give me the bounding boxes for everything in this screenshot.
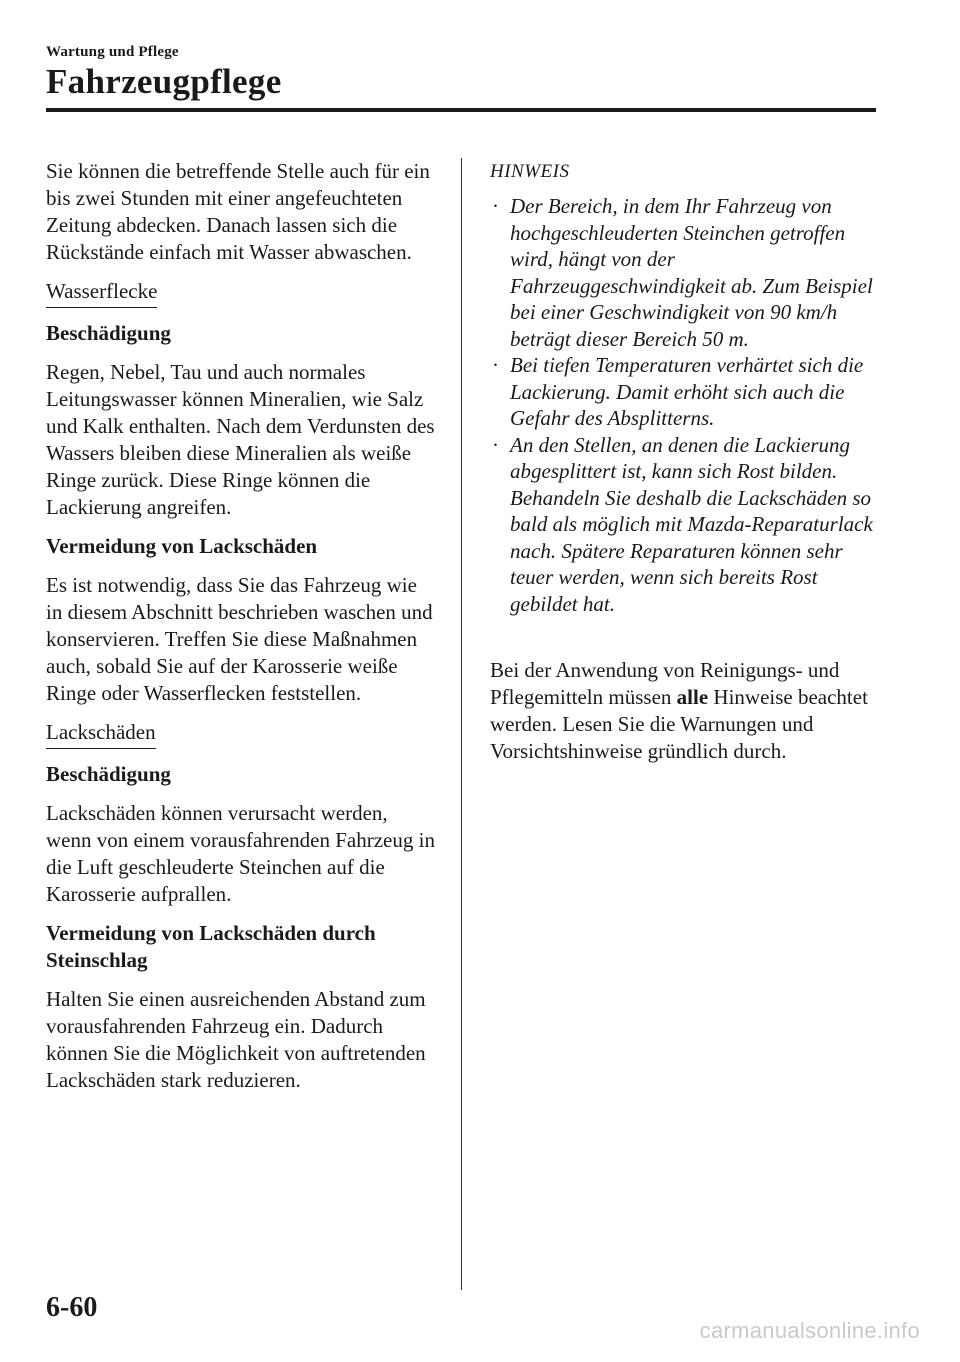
page-number: 6-60 [46, 1292, 98, 1323]
note-text: Bei tiefen Temperaturen verhärtet sich die Lackierung. Damit erhöht sich auch die Gefahr des Absplitterns. [510, 353, 864, 430]
section-label: Wartung und Pflege [46, 44, 179, 60]
closing-text-end: Hinweise beachtet werden. Lesen Sie die Warnungen und Vorsichtshinweise gründlich durch. [490, 685, 868, 763]
note-text: An den Stellen, an denen die Lackierung abgesplittert ist, kann sich Rost bilden. Behandeln Sie deshalb die Lackschäden so bald als möglich mit Mazda-Reparaturlack nach. Spätere Reparaturen können sehr teuer werden, wenn sich bereits Rost gebildet hat. [510, 432, 873, 616]
subheading-damage: Beschädigung [46, 321, 171, 345]
water-spots-damage-text: Regen, Nebel, Tau und auch normales Leitungswasser können Mineralien, wie Salz und Kalk enthalten. Nach dem Verdunsten des Wassers bleiben diese Mineralien als weiße Ringe zurück. Diese Ringe können die Lackierung angreifen. [46, 360, 435, 519]
subheading-stone-chip-prevention: Vermeidung von Lackschäden durch Steinschlag [46, 921, 376, 972]
bullet-icon: · [492, 353, 499, 377]
closing-text-start: Bei der Anwendung von Reinigungs- und Pflegemitteln müssen [490, 658, 840, 709]
note-title: HINWEIS [490, 161, 570, 182]
note-text: Der Bereich, in dem Ihr Fahrzeug von hochgeschleuderten Steinchen getroffen wird, hängt von der Fahrzeuggeschwindigkeit ab. Zum Beispiel bei einer Geschwindigkeit von 90 km/h beträgt dieser Bereich 50 m. [510, 194, 873, 351]
closing-emphasis: alle [676, 685, 709, 709]
subheading-damage: Beschädigung [46, 762, 171, 786]
list-item [490, 352, 890, 432]
topic-heading-water-spots: Wasserflecke [46, 278, 157, 308]
header-rule [46, 108, 876, 112]
bullet-icon: · [492, 432, 499, 457]
intro-paragraph: Sie können die betreffende Stelle auch für ein bis zwei Stunden mit einer angefeuchteten Zeitung abdecken. Danach lassen sich die Rückstände einfach mit Wasser abwaschen. [46, 159, 430, 264]
topic-heading-paint-damage: Lackschäden [46, 719, 156, 749]
list-item [490, 193, 890, 352]
paint-damage-text: Lackschäden können verursacht werden, wenn von einem vorausfahrenden Fahrzeug in die Luft geschleuderte Steinchen auf die Karosserie aufprallen. [46, 801, 435, 906]
note-list [490, 193, 890, 617]
water-spots-prevention-text: Es ist notwendig, dass Sie das Fahrzeug wie in diesem Abschnitt beschrieben waschen und konservieren. Treffen Sie diese Maßnahmen auch, sobald Sie auf der Karosserie weiße Ringe oder Wasserflecken feststellen. [46, 573, 433, 705]
right-column [490, 158, 890, 765]
list-item [490, 432, 890, 618]
topic-heading-wrapper [46, 278, 438, 308]
bullet-icon: · [492, 194, 499, 218]
topic-heading-wrapper [46, 719, 438, 749]
chapter-title: Fahrzeugpflege [46, 62, 282, 101]
closing-paragraph [490, 657, 890, 765]
left-column [46, 158, 438, 1094]
watermark: carmanualsonline.info [699, 1318, 920, 1343]
subheading-prevention: Vermeidung von Lackschäden [46, 534, 318, 558]
column-divider [461, 158, 462, 1290]
stone-chip-prevention-text: Halten Sie einen ausreichenden Abstand zum vorausfahrenden Fahrzeug ein. Dadurch können Sie die Möglichkeit von auftretenden Lackschäden stark reduzieren. [46, 987, 426, 1092]
